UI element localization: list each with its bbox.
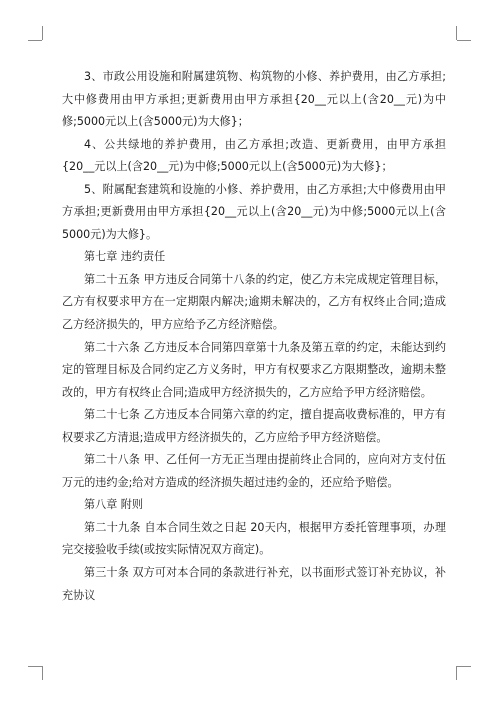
article-30: 第三十条 双方可对本合同的条款进行补充，以书面形式签订补充协议，补充协议 [62, 566, 446, 602]
paragraph-clause-3: 3、市政公用设施和附属建筑物、构筑物的小修、养护费用，由乙方承担;大中修费用由甲方承担;更新费用由甲方承担{20__元以上(含20__元)为中修;5000元以上(含5000元)为大修}； [62, 70, 446, 129]
chapter-8-heading: 第八章 附则 [84, 498, 143, 512]
article-29: 第二十九条 自本合同生效之日起 20天内，根据甲方委托管理事项，办理完交接验收手续(或按实际情况双方商定)。 [62, 520, 446, 557]
article-26: 第二十六条 乙方违反本合同第四章第十九条及第五章的约定，未能达到约定的管理目标及合同约定乙方义务时，甲方有权要求乙方限期整改，逾期未整改的，甲方有权终止合同;造成甲方经济损失的，乙方应给予甲方经济赔偿。 [62, 340, 446, 399]
paragraph-clause-4: 4、公共绿地的养护费用，由乙方承担;改造、更新费用，由甲方承担{20__元以上(含20__元)为中修;5000元以上(含5000元)为大修}； [62, 137, 446, 174]
paragraph-clause-5: 5、附属配套建筑和设施的小修、养护费用，由乙方承担;大中修费用由甲方承担;更新费用由甲方承担{20__元以上(含20__元)为中修;5000元以上(含5000元)为大修}。 [62, 182, 446, 241]
document-body [62, 66, 446, 607]
chapter-7-heading: 第七章 违约责任 [84, 250, 166, 264]
article-25: 第二十五条 甲方违反合同第十八条的约定，使乙方未完成规定管理目标，乙方有权要求甲方在一定期限内解决;逾期未解决的，乙方有权终止合同;造成乙方经济损失的，甲方应给予乙方经济赔偿。 [62, 272, 446, 332]
article-27: 第二十七条 乙方违反本合同第六章的约定，擅自提高收费标准的，甲方有权要求乙方清退;造成甲方经济损失的，乙方应给予甲方经济赔偿。 [62, 408, 446, 444]
article-28: 第二十八条 甲、乙任何一方无正当理由提前终止合同的，应向对方支付伍万元的违约金;给对方造成的经济损失超过违约金的，还应给予赔偿。 [62, 453, 446, 489]
